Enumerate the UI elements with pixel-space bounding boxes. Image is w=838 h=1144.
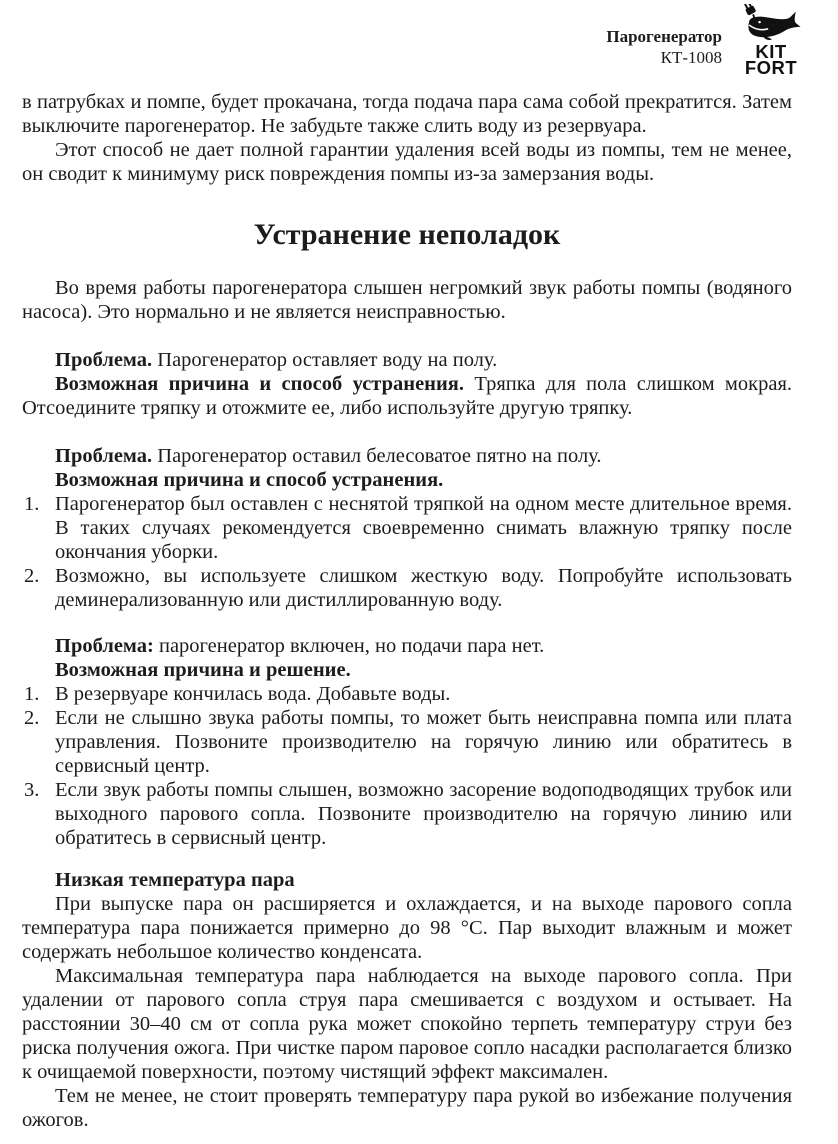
header-text-block bbox=[606, 26, 722, 68]
issue3-problem bbox=[22, 634, 792, 658]
list-number: 2. bbox=[24, 565, 40, 587]
page-content bbox=[22, 90, 792, 1132]
issue1-cause bbox=[22, 372, 792, 420]
low-temp-section bbox=[22, 868, 792, 1132]
low-temp-paragraph-3: Тем не менее, не стоит проверять температуру пара рукой во избежание получения ожогов. bbox=[22, 1085, 792, 1131]
brand-kit-text: KIT bbox=[755, 41, 787, 62]
list-text: В резервуаре кончилась вода. Добавьте воды. bbox=[55, 683, 451, 705]
section-note: Во время работы парогенератора слышен негромкий звук работы помпы (водяного насоса). Это нормально и не является неисправностью. bbox=[22, 277, 792, 323]
list-number: 1. bbox=[24, 683, 40, 705]
list-text: Возможно, вы используете слишком жесткую воду. Попробуйте использовать деминерализованную или дистиллированную воду. bbox=[55, 565, 792, 611]
kitfort-logo bbox=[738, 4, 804, 78]
issue3-problem-text: парогенератор включен, но подачи пара нет. bbox=[153, 635, 545, 657]
issue1-problem bbox=[22, 348, 792, 372]
issue2-cause-label: Возможная причина и способ устранения. bbox=[55, 469, 444, 491]
brand-fort-text: FORT bbox=[744, 56, 798, 78]
issue1-cause-text: Тряпка для пола слишком мокрая. Отсоедините тряпку и отожмите ее, либо используйте другую тряпку. bbox=[22, 373, 792, 419]
issue3-problem-label: Проблема: bbox=[55, 635, 154, 657]
list-number: 3. bbox=[24, 779, 40, 801]
page-header bbox=[0, 0, 838, 84]
issue2-cause bbox=[22, 468, 792, 492]
issue1-cause-label: Возможная причина и способ устранения. bbox=[55, 373, 465, 395]
list-item bbox=[22, 492, 792, 564]
issue2-list bbox=[22, 492, 792, 612]
list-text: Парогенератор был оставлен с неснятой тряпкой на одном месте длительное время. В таких случаях рекомендуется своевременно снимать влажную тряпку после окончания уборки. bbox=[55, 493, 792, 563]
issue1-problem-text: Парогенератор оставляет воду на полу. bbox=[152, 349, 498, 371]
list-number: 1. bbox=[24, 493, 40, 515]
list-text: Если не слышно звука работы помпы, то может быть неисправна помпа или плата управления. Позвоните производителю на горячую линию или обратитесь в сервисный центр. bbox=[55, 707, 792, 777]
issue-block-3 bbox=[22, 634, 792, 850]
list-number: 2. bbox=[24, 707, 40, 729]
intro-paragraph-2: Этот способ не дает полной гарантии удаления всей воды из помпы, тем не менее, он сводит к минимуму риск повреждения помпы из-за замерзания воды. bbox=[22, 139, 792, 185]
issue3-cause-label: Возможная причина и решение. bbox=[55, 659, 351, 681]
issue3-list bbox=[22, 682, 792, 850]
low-temp-paragraph-1: При выпуске пара он расширяется и охлаждается, и на выходе парового сопла температура пара понижается примерно до 98 °C. Пар выходит влажным и может содержать небольшое количество конденсата. bbox=[22, 893, 792, 963]
list-item bbox=[22, 682, 792, 706]
issue2-problem-label: Проблема. bbox=[55, 445, 153, 467]
issue2-problem-text: Парогенератор оставил белесоватое пятно на полу. bbox=[152, 445, 602, 467]
section-title: Устранение неполадок bbox=[253, 218, 561, 251]
whale-plug-icon bbox=[738, 4, 804, 44]
issue2-problem bbox=[22, 444, 792, 468]
product-name: Парогенератор bbox=[606, 27, 722, 46]
issue-block-1 bbox=[22, 348, 792, 420]
low-temp-heading: Низкая температура пара bbox=[55, 869, 295, 891]
list-text: Если звук работы помпы слышен, возможно засорение водоподводящих трубок или выходного парового сопла. Позвоните производителю на горячую линию или обратитесь в сервисный центр. bbox=[55, 779, 792, 849]
issue3-cause bbox=[22, 658, 792, 682]
model-number: КТ-1008 bbox=[660, 48, 722, 67]
issue-block-2 bbox=[22, 444, 792, 612]
list-item bbox=[22, 778, 792, 850]
list-item bbox=[22, 564, 792, 612]
low-temp-paragraph-2: Максимальная температура пара наблюдается на выходе парового сопла. При удалении от парового сопла струя пара смешивается с воздухом и остывает. На расстоянии 30–40 см от сопла рука может спокойно терпеть температуру струи без риска получения ожога. При чистке паром паровое сопло насадки располагается близко к очищаемой поверхности, поэтому чистящий эффект максимален. bbox=[22, 965, 792, 1083]
list-item bbox=[22, 706, 792, 778]
issue1-problem-label: Проблема. bbox=[55, 349, 153, 371]
intro-paragraph-1: в патрубках и помпе, будет прокачана, тогда подача пара сама собой прекратится. Затем выключите парогенератор. Не забудьте также слить воду из резервуара. bbox=[22, 91, 792, 137]
